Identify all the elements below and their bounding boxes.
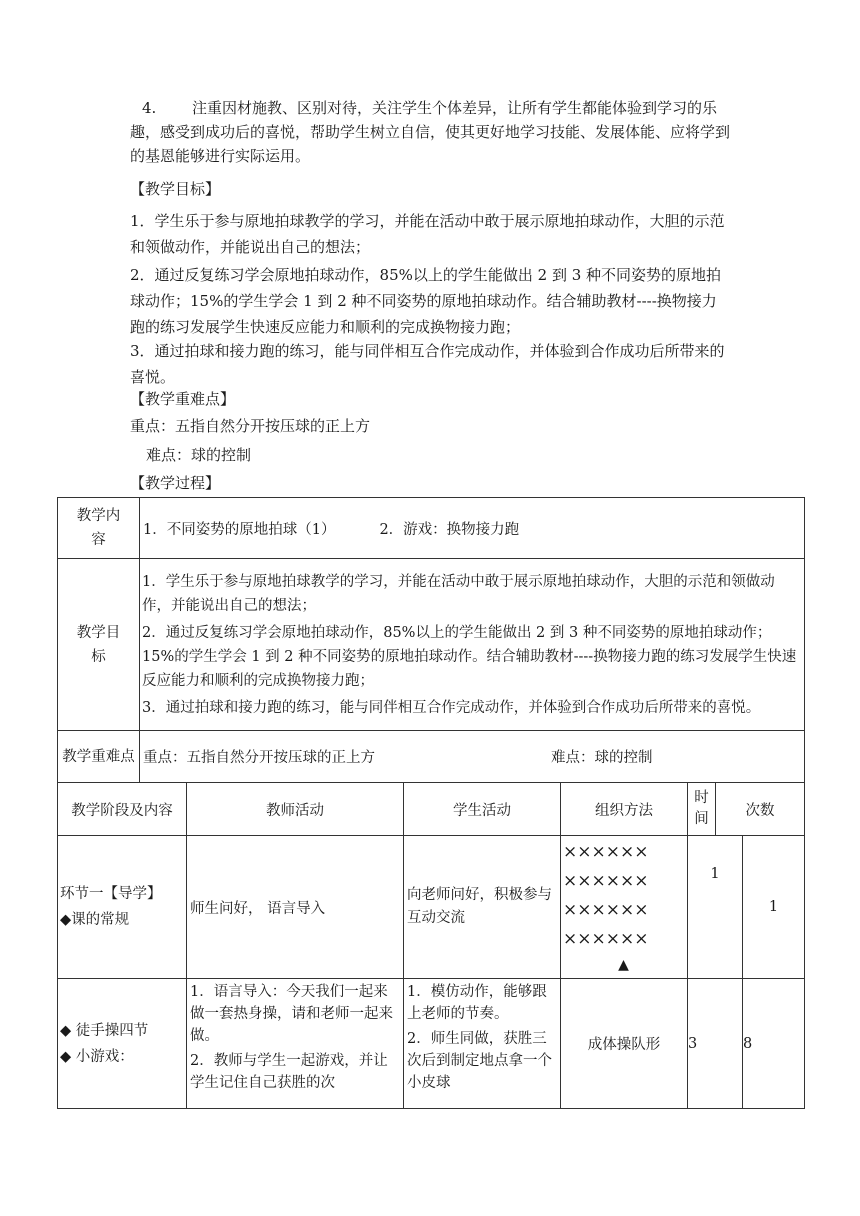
goal-2: 2．通过反复练习学会原地拍球动作，85%以上的学生能做出 2 到 3 种不同姿势的原地拍球动作；15%的学生学会 1 到 2 种不同姿势的原地拍球动作。结合辅助教材----换物接力跑的练习发展学生快速反应能力和顺利的完成换物接力跑； <box>130 266 722 336</box>
intro-item-text: 注重因材施教、区别对待，关注学生个体差异，让所有学生都能体验到学习的乐趣，感受到成功后的喜悦，帮助学生树立自信，使其更好地学习技能、发展体能、应将学到的基恩能够进行实际运用。 <box>130 99 731 165</box>
header-row <box>58 783 805 836</box>
content-item-2: 2．游戏：换物接力跑 <box>379 521 520 538</box>
row2-stage <box>58 979 187 1109</box>
stage-row-1 <box>58 836 805 979</box>
formation-row: ×××××× <box>563 900 649 920</box>
goals-heading: 【教学目标】 <box>130 180 221 198</box>
goal-1: 1．学生乐于参与原地拍球教学的学习，并能在活动中敢于展示原地拍球动作，大胆的示范和领做动作，并能说出自己的想法； <box>130 212 725 256</box>
process-heading: 【教学过程】 <box>130 474 221 492</box>
table-difficult-point: 难点：球的控制 <box>551 750 653 766</box>
row2-teacher <box>187 979 404 1109</box>
difficulty-heading: 【教学重难点】 <box>130 390 236 408</box>
content-item-1: 1．不同姿势的原地拍球（1） <box>143 521 336 538</box>
row1-time: 1 <box>688 836 743 979</box>
row2-teacher-1: 1．语言导入：今天我们一起来做一套热身操，请和老师一起来做。 <box>190 984 393 1044</box>
row1-stage <box>58 836 187 979</box>
header-teacher: 教师活动 <box>187 783 404 836</box>
row2-student-2: 2．师生同做，获胜三次后到制定地点拿一个小皮球 <box>407 1031 552 1091</box>
difficulty-label: 教学重难点 <box>58 731 140 783</box>
row2-student-1: 1．模仿动作，能够跟上老师的节奏。 <box>407 984 547 1022</box>
table-goal-2: 2．通过反复练习学会原地拍球动作，85%以上的学生能做出 2 到 3 种不同姿势的原地拍球动作；15%的学生学会 1 到 2 种不同姿势的原地拍球动作。结合辅助教材----换物接力跑的练习发展学生快速反应能力和顺利的完成换物接力跑； <box>142 624 797 689</box>
table-key-point: 重点：五指自然分开按压球的正上方 <box>143 750 375 766</box>
content-row <box>58 498 805 559</box>
goals-label: 教学目标 <box>58 559 140 731</box>
header-stage: 教学阶段及内容 <box>58 783 187 836</box>
row1-teacher: 师生问好， 语言导入 <box>187 836 404 979</box>
goals-row <box>58 559 805 731</box>
row2-stage-line2: ◆ 小游戏： <box>60 1048 134 1065</box>
row2-formation: 成体操队形 <box>561 979 688 1109</box>
header-method: 组织方法 <box>561 783 688 836</box>
intro-item-4 <box>130 96 730 168</box>
row2-time: 3 <box>688 979 743 1109</box>
goals-cell <box>140 559 805 731</box>
row1-stage-line1: 环节一【导学】 <box>60 886 162 902</box>
formation-row: ×××××× <box>563 871 649 891</box>
key-point: 重点：五指自然分开按压球的正上方 <box>130 417 371 435</box>
stage-row-2 <box>58 979 805 1109</box>
teacher-position-icon: ▲ <box>618 957 629 973</box>
difficult-point: 难点：球的控制 <box>146 446 252 464</box>
header-time: 时间 <box>688 783 716 836</box>
goal-3: 3．通过拍球和接力跑的练习，能与同伴相互合作完成动作，并体验到合作成功后所带来的喜悦。 <box>130 342 725 386</box>
lesson-plan-table <box>57 497 805 1109</box>
content-cell <box>140 498 805 559</box>
row2-student <box>404 979 561 1109</box>
intro-item-number: 4. <box>142 99 157 117</box>
table-goal-1: 1．学生乐于参与原地拍球教学的学习，并能在活动中敢于展示原地拍球动作，大胆的示范和领做动作，并能说出自己的想法； <box>142 573 775 614</box>
table-goal-3: 3．通过拍球和接力跑的练习，能与同伴相互合作完成动作，并体验到合作成功后所带来的喜悦。 <box>142 699 761 716</box>
row2-teacher-2: 2．教师与学生一起游戏，并让学生记住自己获胜的次 <box>190 1053 388 1091</box>
row1-formation <box>561 836 688 979</box>
row1-stage-line2: ◆课的常规 <box>60 912 130 928</box>
difficulty-cell <box>140 731 805 783</box>
formation-row: ×××××× <box>563 929 649 949</box>
header-student: 学生活动 <box>404 783 561 836</box>
row2-stage-line1: ◆ 徒手操四节 <box>60 1022 149 1039</box>
row1-count: 1 <box>743 836 805 979</box>
content-label: 教学内容 <box>58 498 140 559</box>
header-count: 次数 <box>716 783 805 836</box>
formation-row: ×××××× <box>563 842 649 862</box>
difficulty-row <box>58 731 805 783</box>
row2-count: 8 <box>743 979 805 1109</box>
row1-student: 向老师问好，积极参与互动交流 <box>404 836 561 979</box>
